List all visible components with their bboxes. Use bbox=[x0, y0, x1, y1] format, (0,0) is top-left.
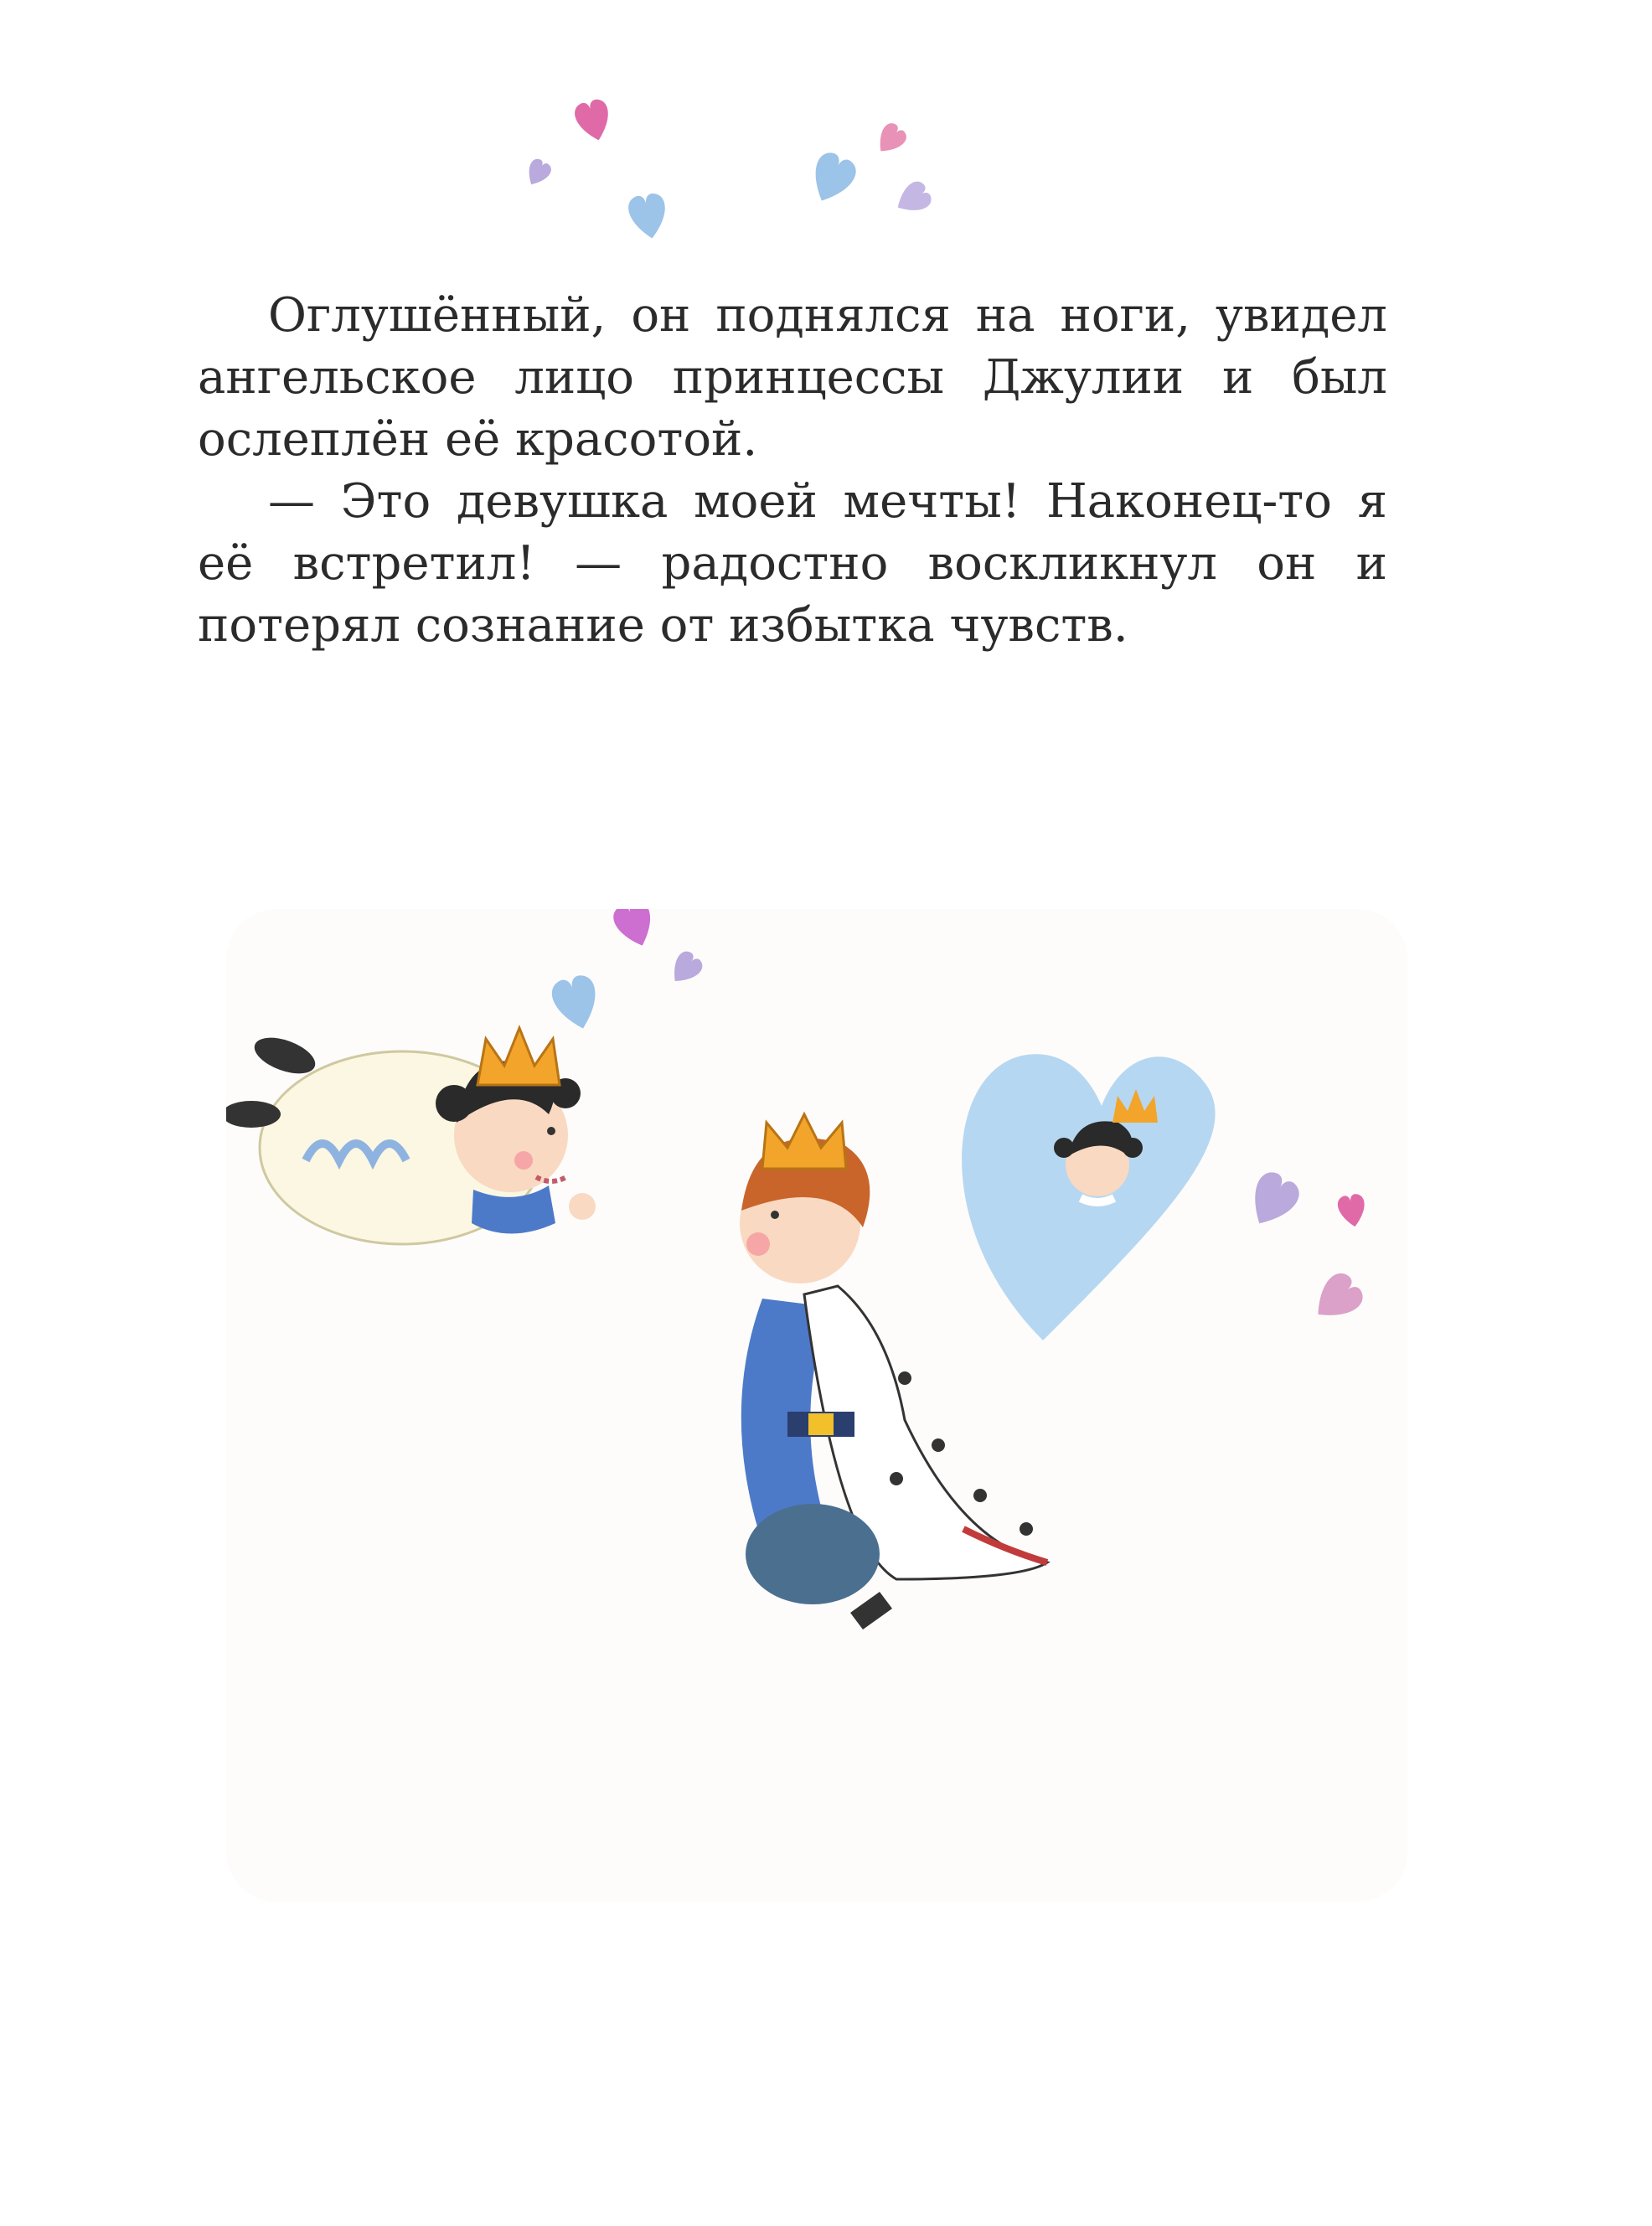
heart-icon bbox=[572, 97, 615, 145]
paragraph: Оглушённый, он поднялся на ноги, увидел ангельское лицо принцессы Джулии и был ослеплён её красотой. bbox=[198, 288, 1387, 467]
paragraph: — Это девушка моей мечты! Наконец-то я её встретил! — радостно воскликнул он и потерял сознание от избытка чувств. bbox=[198, 474, 1387, 653]
heart-icon bbox=[803, 148, 860, 209]
decorative-hearts bbox=[469, 67, 1139, 318]
story-text bbox=[198, 285, 1387, 657]
story-illustration bbox=[226, 909, 1407, 1902]
heart-icon bbox=[871, 120, 910, 159]
heart-icon bbox=[627, 192, 670, 242]
heart-icon bbox=[522, 157, 554, 190]
heart-icon bbox=[891, 178, 934, 220]
